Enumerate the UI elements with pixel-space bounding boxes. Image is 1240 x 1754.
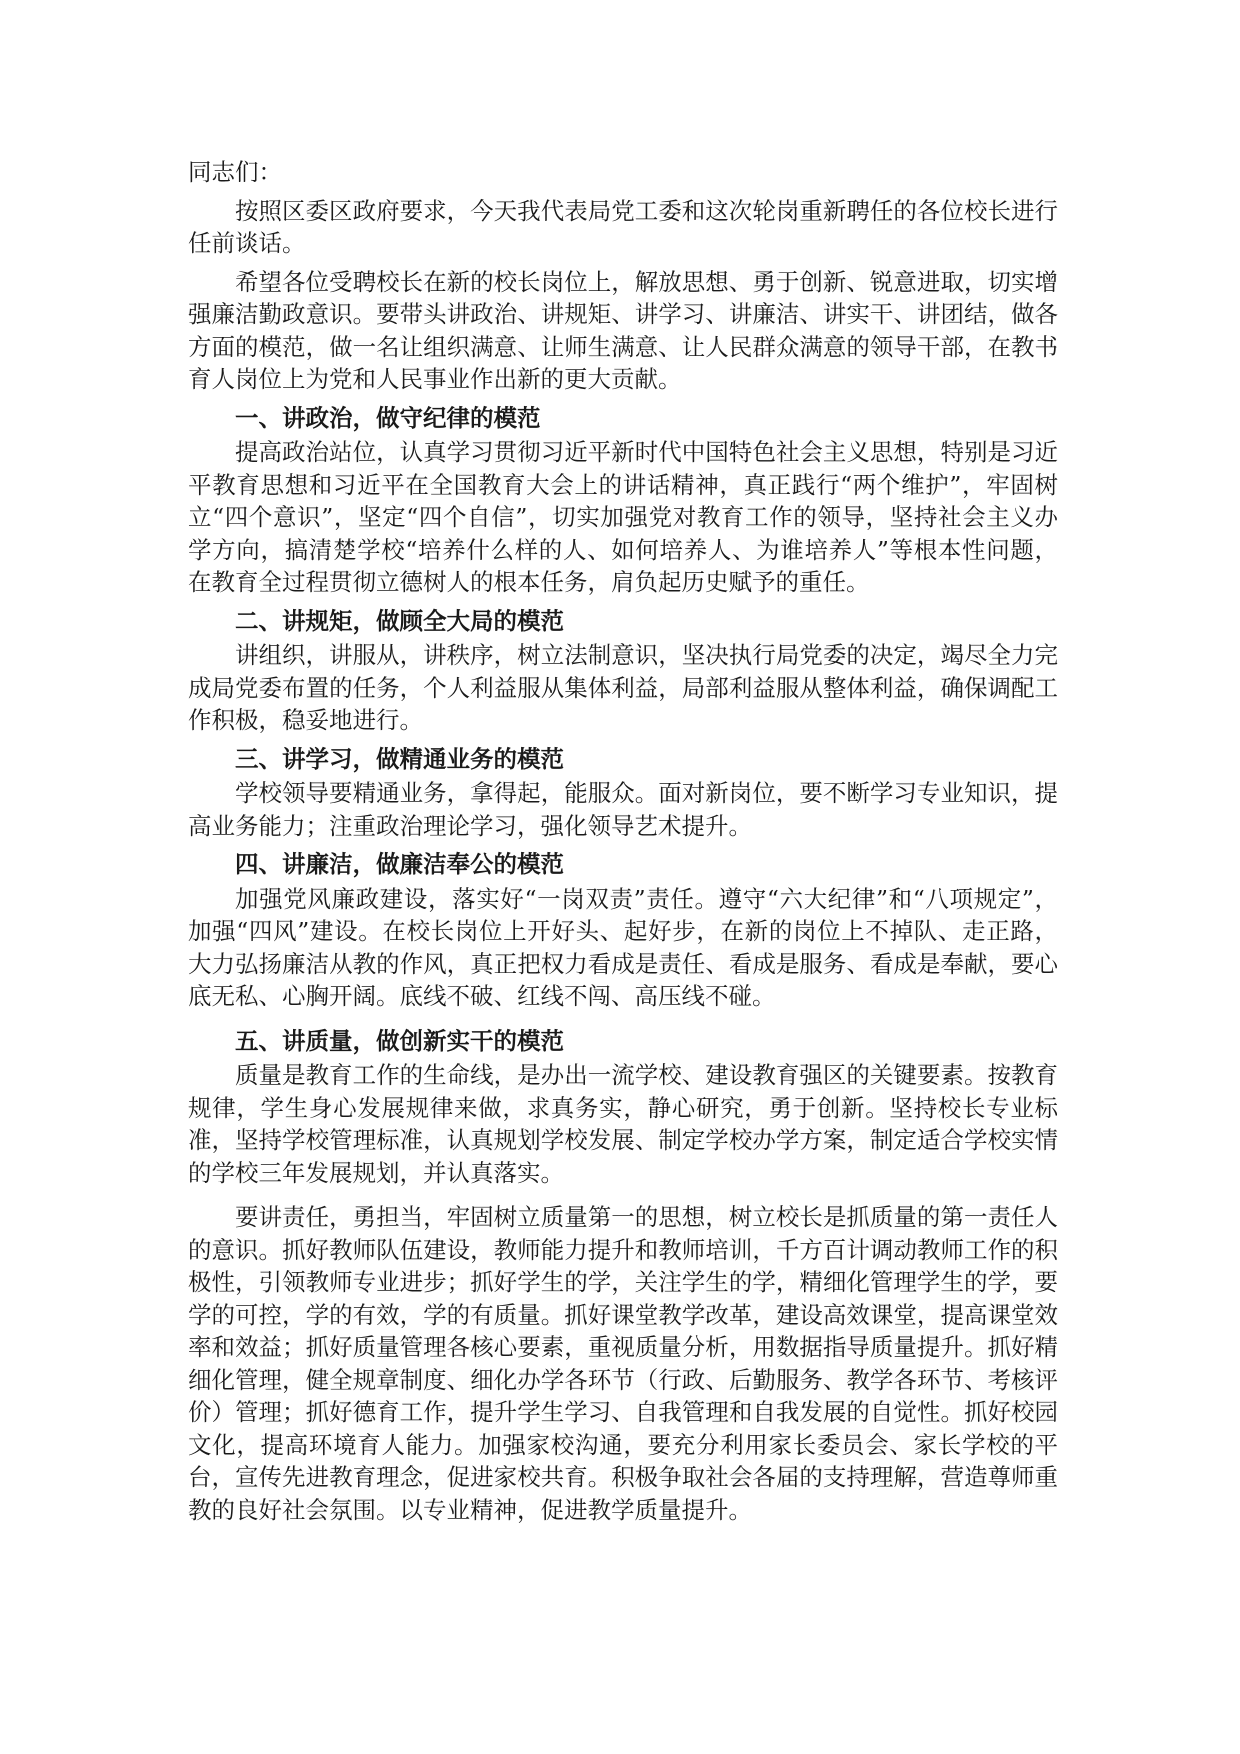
section-heading-quality: 五、讲质量，做创新实干的模范: [235, 1026, 564, 1055]
paragraph-integrity: 加强党风廉政建设，落实好“一岗双责”责任。遵守“六大纪律”和“八项规定”，加强“四风”建设。在校长岗位上开好头、起好步，在新的岗位上不掉队、走正路，大力弘扬廉洁从教的作风，真正把权力看成是责任、看成是服务、看成是奉献，要心底无私、心胸开阔。底线不破、红线不闯、高压线不碰。: [188, 884, 1058, 1010]
paragraph-responsibility: 要讲责任，勇担当，牢固树立质量第一的思想，树立校长是抓质量的第一责任人的意识。抓好教师队伍建设，教师能力提升和教师培训，千方百计调动教师工作的积极性，引领教师专业进步；抓好学生的学，关注学生的学，精细化管理学生的学，要学的可控，学的有效，学的有质量。抓好课堂教学改革，建设高效课堂，提高课堂效率和效益；抓好质量管理各核心要素，重视质量分析，用数据指导质量提升。抓好精细化管理，健全规章制度、细化办学各环节（行政、后勤服务、教学各环节、考核评价）管理；抓好德育工作，提升学生学习、自我管理和自我发展的自觉性。抓好校园文化，提高环境育人能力。加强家校沟通，要充分利用家长委员会、家长学校的平台，宣传先进教育理念，促进家校共育。积极争取社会各届的支持理解，营造尊师重教的良好社会氛围。以专业精神，促进教学质量提升。: [188, 1203, 1058, 1524]
section-heading-rules: 二、讲规矩，做顾全大局的模范: [235, 606, 564, 635]
salutation: 同志们：: [188, 158, 282, 186]
paragraph-rules: 讲组织，讲服从，讲秩序，树立法制意识，坚决执行局党委的决定，竭尽全力完成局党委布置的任务，个人利益服从集体利益，局部利益服从整体利益，确保调配工作积极，稳妥地进行。: [188, 641, 1058, 734]
paragraph-intro: 按照区委区政府要求，今天我代表局党工委和这次轮岗重新聘任的各位校长进行任前谈话。: [188, 196, 1058, 257]
paragraph-learning: 学校领导要精通业务，拿得起，能服众。面对新岗位，要不断学习专业知识，提高业务能力；注重政治理论学习，强化领导艺术提升。: [188, 779, 1058, 840]
paragraph-quality: 质量是教育工作的生命线，是办出一流学校、建设教育强区的关键要素。按教育规律，学生身心发展规律来做，求真务实，静心研究，勇于创新。坚持校长专业标准，坚持学校管理标准，认真规划学校发展、制定学校办学方案，制定适合学校实情的学校三年发展规划，并认真落实。: [188, 1061, 1058, 1187]
section-heading-integrity: 四、讲廉洁，做廉洁奉公的模范: [235, 850, 564, 878]
paragraph-expectations: 希望各位受聘校长在新的校长岗位上，解放思想、勇于创新、锐意进取，切实增强廉洁勤政意识。要带头讲政治、讲规矩、讲学习、讲廉洁、讲实干、讲团结，做各方面的模范，做一名让组织满意、让师生满意、让人民群众满意的领导干部，在教书育人岗位上为党和人民事业作出新的更大贡献。: [188, 267, 1058, 393]
document-body: [188, 156, 1058, 1532]
section-heading-learning: 三、讲学习，做精通业务的模范: [235, 744, 564, 773]
section-heading-politics: 一、讲政治，做守纪律的模范: [235, 403, 541, 432]
paragraph-politics: 提高政治站位，认真学习贯彻习近平新时代中国特色社会主义思想，特别是习近平教育思想和习近平在全国教育大会上的讲话精神，真正践行“两个维护”，牢固树立“四个意识”，坚定“四个自信”，切实加强党对教育工作的领导，坚持社会主义办学方向，搞清楚学校“培养什么样的人、如何培养人、为谁培养人”等根本性问题，在教育全过程贯彻立德树人的根本任务，肩负起历史赋予的重任。: [188, 438, 1058, 596]
